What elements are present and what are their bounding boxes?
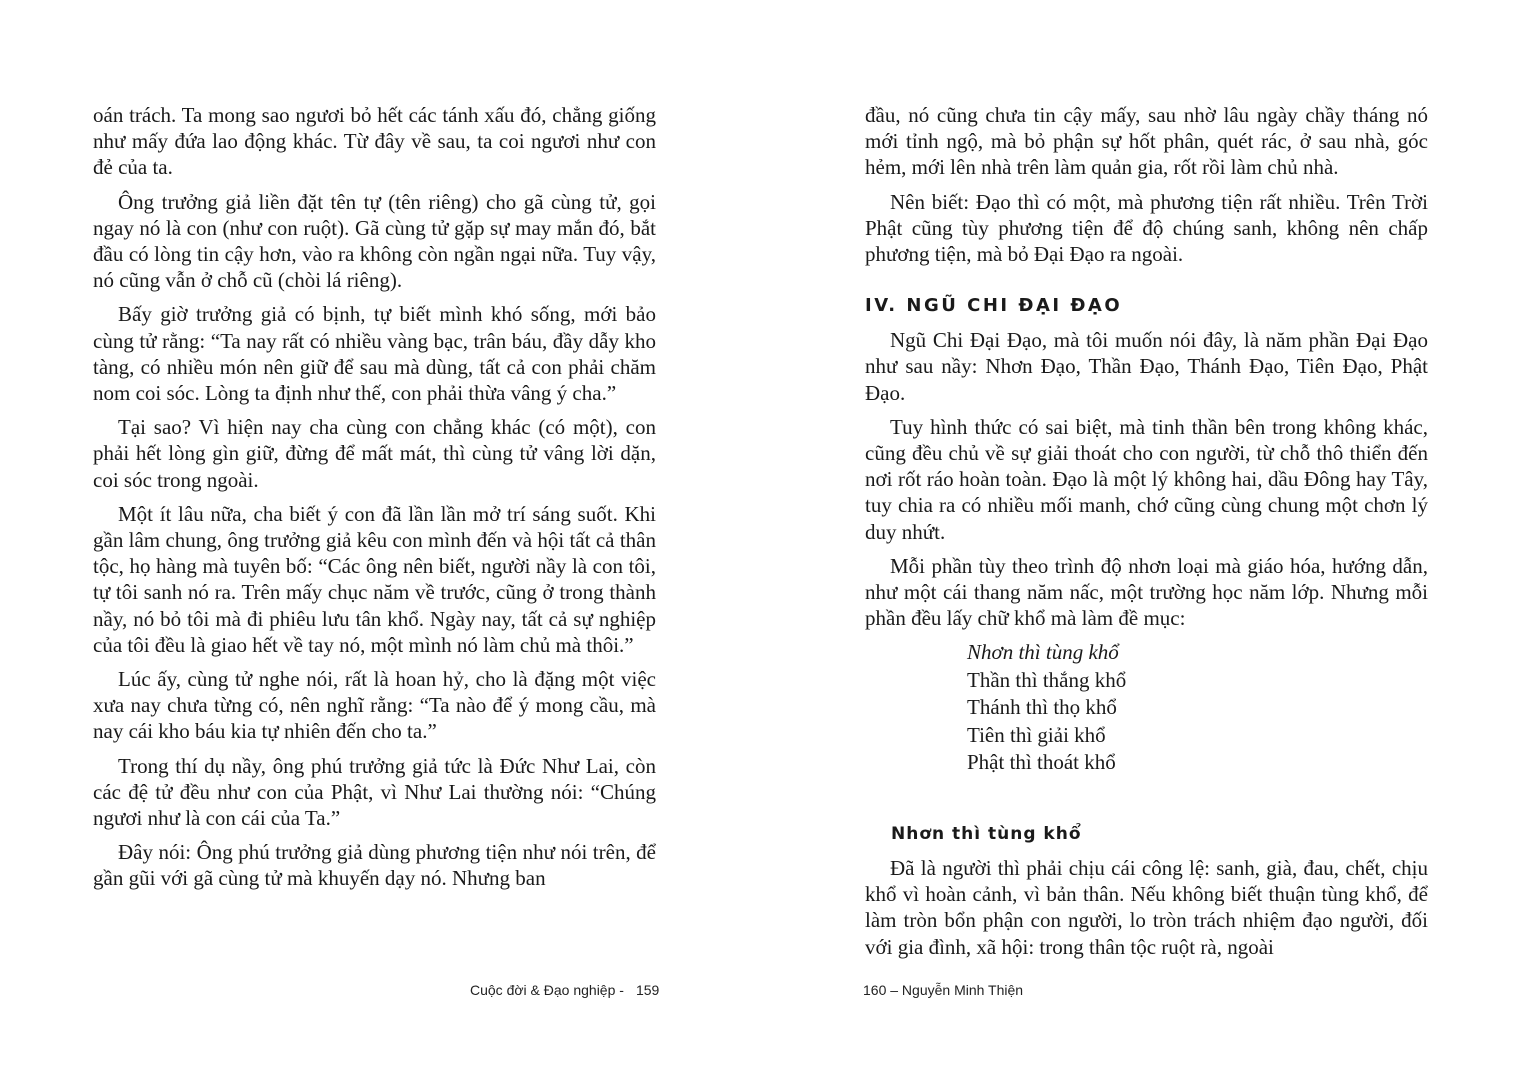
right-page-body: [865, 102, 1428, 968]
section-heading: IV. NGŨ CHI ĐẠI ĐẠO: [865, 295, 1123, 317]
paragraph: oán trách. Ta mong sao ngươi bỏ hết các tánh xấu đó, chẳng giống như mấy đứa lao động khác. Từ đây về sau, ta coi ngươi như con đẻ của ta.: [93, 103, 656, 180]
paragraph: Bấy giờ trưởng giả có bịnh, tự biết mình khó sống, mới bảo cùng tử rằng: “Ta nay rất có nhiều vàng bạc, trân báu, đầy dẫy kho tàng, có nhiều món nên giữ để sau mà dùng, tất cả con phải chăm nom coi sóc. Lòng ta định như thế, con phải thừa vâng ý cha.”: [93, 302, 656, 406]
paragraph: Tuy hình thức có sai biệt, mà tinh thần bên trong không khác, cũng đều chủ về sự giải thoát cho con người, từ chỗ thô thiển đến nơi rốt ráo hoàn toàn. Đạo là một lý không hai, dầu Đông hay Tây, tuy chia ra có nhiều mối manh, chớ cũng cùng chung một chơn lý duy nhứt.: [865, 414, 1428, 544]
paragraph: Nên biết: Đạo thì có một, mà phương tiện rất nhiều. Trên Trời Phật cũng tùy phương tiện để độ chúng sanh, không nên chấp phương tiện, mà bỏ Đại Đạo ra ngoài.: [865, 189, 1428, 267]
left-page-footer: [470, 982, 659, 998]
running-title: Cuộc đời & Đạo nghiệp -: [470, 982, 624, 998]
sub-heading: Nhơn thì tùng khổ: [891, 823, 1082, 844]
page-number: 159: [635, 982, 660, 998]
paragraph: Ông trưởng giả liền đặt tên tự (tên riêng) cho gã cùng tử, gọi ngay nó là con (như con ruột). Gã cùng tử gặp sự may mắn đó, bắt đầu có lòng tin cậy hơn, vào ra không còn ngần ngại nữa. Tuy vậy, nó cũng vẫn ở chỗ cũ (chòi lá riêng).: [93, 189, 656, 293]
verse-line: Tiên thì giải khổ: [967, 722, 1106, 747]
right-page-footer: [863, 982, 1023, 998]
paragraph: Lúc ấy, cùng tử nghe nói, rất là hoan hỷ, cho là đặng một việc xưa nay chưa từng có, nên nghĩ rằng: “Ta nào để ý mong cầu, mà nay cái kho báu kia tự nhiên đến cho ta.”: [93, 667, 656, 744]
verse-list: [967, 639, 1428, 777]
verse-line: Thánh thì thọ khổ: [967, 695, 1117, 720]
verse-line: Nhơn thì tùng khổ: [967, 640, 1119, 665]
left-page: [0, 0, 760, 1075]
verse-line: Thần thì thắng khổ: [967, 667, 1127, 692]
paragraph: Tại sao? Vì hiện nay cha cùng con chẳng khác (có một), con phải hết lòng gìn giữ, đừng để mất mát, thì cùng tử vâng lời dặn, coi sóc trong ngoài.: [93, 415, 656, 492]
paragraph: Mỗi phần tùy theo trình độ nhơn loại mà giáo hóa, hướng dẫn, như một cái thang năm nấc, một trường học năm lớp. Nhưng mỗi phần đều lấy chữ khổ mà làm đề mục:: [865, 553, 1428, 631]
page-number: 160: [863, 982, 887, 998]
paragraph: Trong thí dụ nầy, ông phú trưởng giả tức là Đức Như Lai, còn các đệ tử đều như con của Phật, vì Như Lai thường nói: “Chúng ngươi như là con cái của Ta.”: [93, 753, 656, 831]
right-page: [760, 0, 1521, 1075]
paragraph: Một ít lâu nữa, cha biết ý con đã lần lần mở trí sáng suốt. Khi gần lâm chung, ông trưởng giả kêu con mình đến và hội tất cả thân tộc, họ hàng mà tuyên bố: “Các ông nên biết, người nầy là con tôi, tự tôi sanh nó ra. Trên mấy chục năm về trước, cũng ở trong thành nầy, nó bỏ tôi mà đi phiêu lưu tân khổ. Ngày nay, tất cả sự nghiệp của tôi đều là giao hết về tay nó, một mình nó làm chủ mà thôi.”: [93, 501, 656, 657]
paragraph: Ngũ Chi Đại Đạo, mà tôi muốn nói đây, là năm phần Đại Đạo như sau nầy: Nhơn Đạo, Thần Đạo, Thánh Đạo, Tiên Đạo, Phật Đạo.: [865, 328, 1428, 405]
paragraph: Đây nói: Ông phú trưởng giả dùng phương tiện như nói trên, để gần gũi với gã cùng tử mà khuyến dạy nó. Nhưng ban: [93, 840, 656, 891]
running-author: – Nguyễn Minh Thiện: [890, 982, 1024, 998]
verse-line: Phật thì thoát khổ: [967, 750, 1116, 775]
paragraph: đầu, nó cũng chưa tin cậy mấy, sau nhờ lâu ngày chầy tháng nó mới tỉnh ngộ, mà bỏ phận sự hốt phân, quét rác, ở sau nhà, góc hẻm, mới lên nhà trên làm quản gia, rốt rồi làm chủ nhà.: [865, 103, 1428, 180]
left-page-body: [93, 102, 656, 900]
paragraph: Đã là người thì phải chịu cái công lệ: sanh, già, đau, chết, chịu khổ vì hoàn cảnh, vì bản thân. Nếu không biết thuận tùng khổ, để làm tròn bổn phận con người, lo tròn trách nhiệm đạo người, đối với gia đình, xã hội: trong thân tộc ruột rà, ngoài: [865, 855, 1428, 959]
